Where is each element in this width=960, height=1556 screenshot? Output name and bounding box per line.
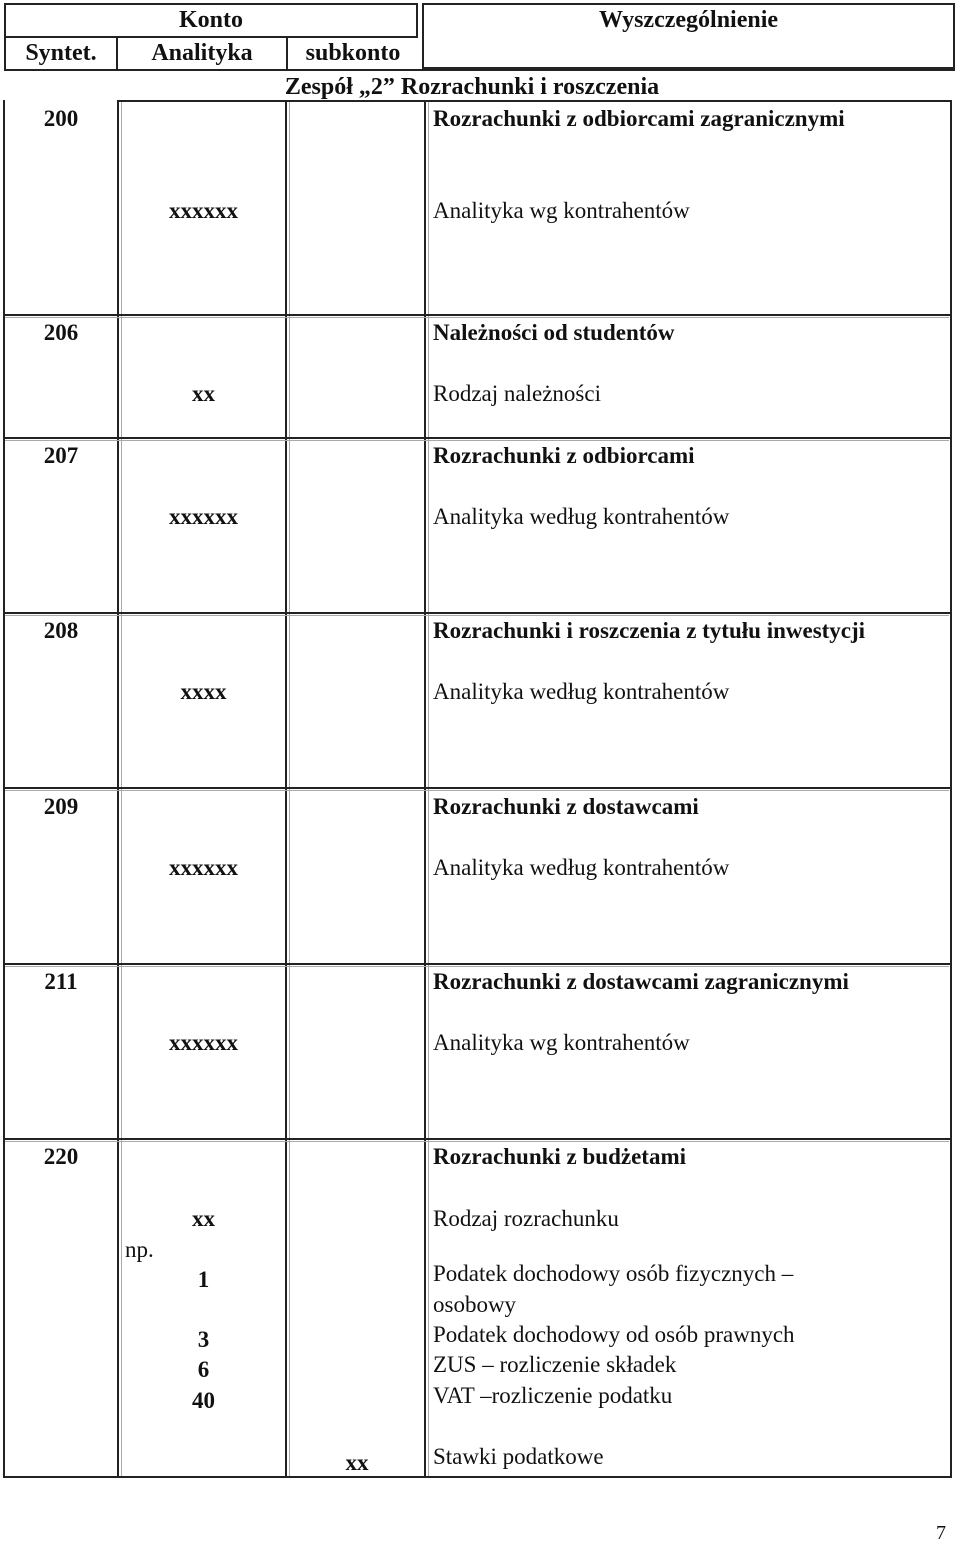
analytic-description: Analityka według kontrahentów <box>433 679 730 704</box>
synth-account: 200 <box>43 106 79 131</box>
analytic-code: xxxxxx <box>169 1030 238 1055</box>
account-title: Rozrachunki z odbiorcami <box>433 443 695 468</box>
analytic-item-description: osobowy <box>433 1292 517 1317</box>
header-right-border <box>953 3 955 69</box>
example-prefix: np. <box>125 1237 154 1262</box>
analytic-code: xxxxxx <box>169 198 238 223</box>
analytic-code: xxxxxx <box>169 855 238 880</box>
col-subkonto-right-border <box>424 100 426 1478</box>
header-syntet: Syntet. <box>25 40 97 66</box>
analytic-description: Analityka według kontrahentów <box>433 855 730 880</box>
row-209-top-border <box>3 787 952 789</box>
account-title: Rozrachunki z dostawcami <box>433 794 699 819</box>
row-207-top-border <box>3 437 952 439</box>
col-subkonto-inner-border <box>289 102 290 1476</box>
row-211-top-border <box>3 963 952 965</box>
analytic-code-item: 40 <box>192 1388 215 1413</box>
analytic-code-item: 6 <box>197 1357 210 1382</box>
account-title: Rozrachunki i roszczenia z tytułu inwestycji <box>433 618 866 643</box>
subkonto-description: Stawki podatkowe <box>433 1444 604 1469</box>
account-title: Rozrachunki z odbiorcami zagranicznymi <box>433 106 845 131</box>
col-synth-right-border <box>117 100 119 1478</box>
synth-account: 211 <box>44 969 78 994</box>
col-analityka-right-border <box>285 100 287 1478</box>
analytic-code: xxxx <box>180 679 227 704</box>
analytic-code-item: 1 <box>197 1267 210 1292</box>
synth-account: 209 <box>43 794 79 819</box>
synth-account: 206 <box>43 320 79 345</box>
header-wyszczegolnienie: Wyszczególnienie <box>598 7 779 33</box>
analytic-item-description: VAT –rozliczenie podatku <box>433 1383 673 1408</box>
analytic-description: Analityka według kontrahentów <box>433 504 730 529</box>
analytic-code-item: 3 <box>197 1327 210 1352</box>
row-209-inner-border <box>5 790 949 791</box>
row-220-top-border <box>3 1138 952 1140</box>
analytic-description: Analityka wg kontrahentów <box>433 198 690 223</box>
table-bottom-border <box>3 1476 952 1478</box>
group-title: Zespół „2” Rozrachunki i roszczenia <box>284 74 660 100</box>
header-subkonto: subkonto <box>305 40 401 66</box>
page-number: 7 <box>936 1522 946 1544</box>
synth-account: 207 <box>43 443 79 468</box>
analytic-item-description: ZUS – rozliczenie składek <box>433 1352 677 1377</box>
subkonto-code: xx <box>345 1450 369 1475</box>
analytic-code: xxxxxx <box>169 504 238 529</box>
analytic-code: xx <box>192 1206 215 1231</box>
analytic-description: Rodzaj rozrachunku <box>433 1206 619 1231</box>
analytic-description: Analityka wg kontrahentów <box>433 1030 690 1055</box>
header-konto: Konto <box>178 7 243 33</box>
analytic-code: xx <box>192 381 215 406</box>
header-bottom-border <box>4 69 955 71</box>
account-title: Rozrachunki z dostawcami zagranicznymi <box>433 969 849 994</box>
header-konto-right-border <box>416 3 418 37</box>
analytic-description: Rodzaj należności <box>433 381 601 406</box>
row-206-top-border <box>3 314 952 316</box>
table-left-border <box>3 100 5 1478</box>
table-right-border <box>950 100 952 1478</box>
analytic-item-description: Podatek dochodowy od osób prawnych <box>433 1322 795 1347</box>
analytic-item-description: Podatek dochodowy osób fizycznych – <box>433 1261 794 1286</box>
synth-account: 220 <box>43 1144 79 1169</box>
synth-account: 208 <box>43 618 79 643</box>
account-title: Rozrachunki z budżetami <box>433 1144 686 1169</box>
col-desc-inner-border <box>428 102 429 1476</box>
row-208-top-border <box>3 612 952 614</box>
account-title: Należności od studentów <box>433 320 675 345</box>
header-analityka: Analityka <box>151 40 253 66</box>
